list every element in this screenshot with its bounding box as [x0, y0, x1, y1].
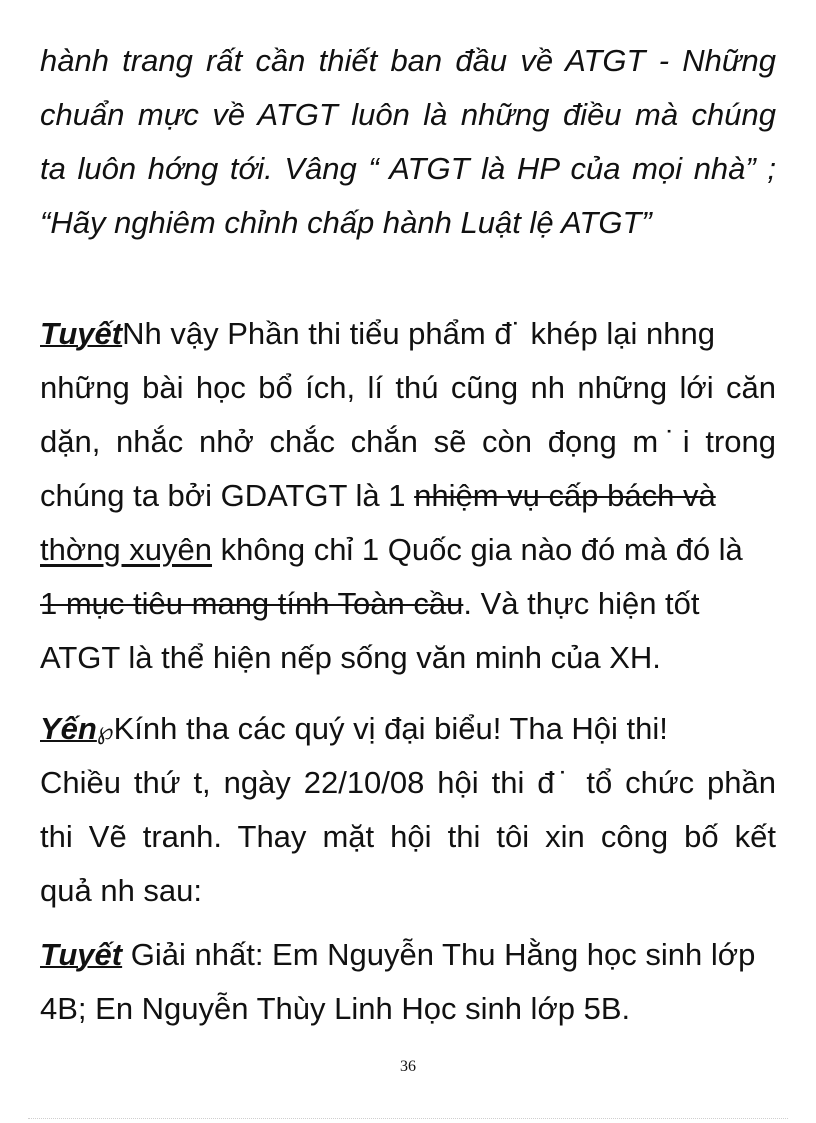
- text-line: những bài học bổ ích, lí thú cũng nh những lới căn: [40, 370, 776, 405]
- text-line: [40, 469, 776, 523]
- page-number: 36: [400, 1058, 416, 1075]
- underlined-phrase: thờng xuyên: [40, 532, 212, 567]
- speaker-label: Tuyết: [40, 316, 123, 351]
- footer-divider: [28, 1118, 788, 1119]
- struck-phrase: nhiệm vụ cấp bách và: [414, 478, 716, 513]
- struck-phrase: 1 mục tiêu mang tính Toàn cầu: [40, 586, 464, 621]
- text-line: [40, 928, 776, 982]
- speech-text: chúng ta bởi GDATGT là 1: [40, 478, 415, 513]
- speaker-label: Yến: [40, 711, 97, 746]
- speech-text: Giải nhất: Em Nguyễn Thu Hằng học sinh lớp: [122, 937, 756, 972]
- text-line: chuẩn mực về ATGT luôn là những điều mà chúng: [40, 97, 776, 132]
- text-line: ta luôn hớng tới. Vâng “ ATGT là HP của mọi nhà” ;: [40, 151, 776, 186]
- text-line: [40, 307, 776, 361]
- text-line: dặn, nhắc nhở chắc chắn sẽ còn đọng m˙i trong: [40, 424, 776, 459]
- speaker-label: Tuyết: [40, 937, 123, 972]
- text-line: hành trang rất cần thiết ban đầu về ATGT - Những: [40, 43, 776, 78]
- speech-text: Nh vậy Phần thi tiểu phẩm đ˙ khép lại nhng: [122, 316, 715, 351]
- text-line: 4B; En Nguyễn Thùy Linh Học sinh lớp 5B.: [40, 991, 631, 1026]
- intro-paragraph: [40, 34, 776, 250]
- script-p-icon: ℘: [96, 718, 114, 745]
- speech-text: Kính tha các quý vị đại biểu! Tha Hội thi!: [113, 711, 668, 746]
- text-line: Chiều thứ t, ngày 22/10/08 hội thi đ˙ tổ chức phần: [40, 765, 776, 800]
- text-line: [40, 523, 776, 577]
- speech-text: không chỉ 1 Quốc gia nào đó mà đó là: [212, 532, 743, 567]
- yen-speech-paragraph: [40, 702, 776, 918]
- tuyet-speech-paragraph: [40, 307, 776, 685]
- text-line: [40, 702, 776, 756]
- text-line: ATGT là thể hiện nếp sống văn minh của XH.: [40, 640, 661, 675]
- text-line: thi Vẽ tranh. Thay mặt hội thi tôi xin công bố kết: [40, 819, 776, 854]
- text-line: quả nh sau:: [40, 873, 203, 908]
- text-line: [40, 577, 776, 631]
- speech-text: . Và thực hiện tốt: [463, 586, 700, 621]
- tuyet-results-paragraph: [40, 928, 776, 1036]
- text-line: “Hãy nghiêm chỉnh chấp hành Luật lệ ATGT”: [40, 205, 652, 240]
